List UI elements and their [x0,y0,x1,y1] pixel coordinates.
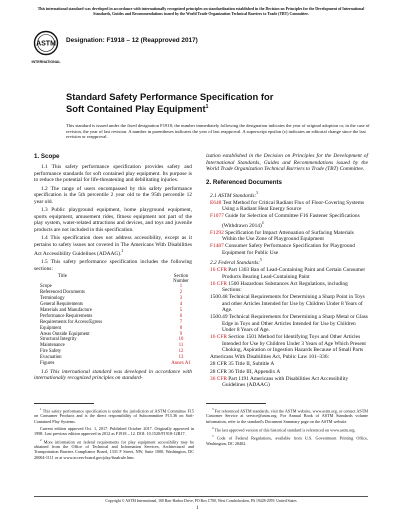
footnote-text: This safety performance specification is under the jurisdiction of ASTM Committee F15 on Consumer Products and is the direct responsibility of Subcommittee F15.36 on Soft-Contained Play Systems. [34,408,194,424]
reference-item [206,314,368,333]
footnote-text: The last approved version of this historical standard is referenced on www.astm.org. [214,427,356,433]
reference-item [206,200,368,213]
section-title: Performance Requirements [40,313,93,319]
section-number-link[interactable]: 2 [179,290,183,296]
reference-code-link[interactable]: E648 [210,199,222,206]
title-footnote-marker: 1 [205,104,209,111]
section-title: Scope [40,284,52,290]
footnotes-left [34,407,194,462]
scope-heading: 1. Scope [34,153,60,160]
designation: Designation: F1918 – 12 (Reapproved 2017) [66,37,198,44]
reference-item [206,294,368,313]
footnote-divider-left [34,403,94,404]
section-number-link[interactable]: 6 [179,313,183,319]
astm-standards-subheading: 2.1 ASTM Standards:$^3$ [210,190,259,199]
footnote [206,434,368,446]
section-number-link[interactable]: 1 [179,284,183,290]
title-line-1: Standard Safety Performance Specification for [66,91,274,102]
referenced-documents-heading: 2. Referenced Documents [206,178,282,186]
reference-code-link[interactable]: 16 CFR [210,280,227,287]
standard-notice: This standard is issued under the fixed designation F1918; the number immediately following the designation indicates the year of original adoption or, in the case of revision, the year of last revision. A number in parentheses indicates the year of last reapproval. A superscript epsilon (ε) indicates an editorial change since the last revision or reapproval. [66,123,370,139]
footnote-text: Code of Federal Regulations, available from U.S. Government Printing Office, Washington, DC 20402. [206,435,369,446]
left-column [34,153,192,384]
footnote-number: 2 [40,437,42,442]
scope-paragraph-1: 1.1 This safety performance specification provides safety and performance standards for soft contained play equipment. Its purpose is to reduce the potential for life-threatening and debilitating injuries. [34,164,192,183]
section-title: Terminology [40,296,65,302]
footnote-number: 3 [212,407,214,411]
astm-reference-list [206,200,368,256]
reference-item [206,354,368,360]
reference-item [206,213,368,228]
footnote-number: 5 [212,434,214,439]
reference-text: Test Method for Critical Radiant Flux of Floor-Covering Systems Using a Radiant Heat Energy Source [222,199,365,213]
reference-item [206,267,368,280]
section-number-link[interactable]: 4 [179,302,183,308]
reference-code-link[interactable]: 16 CFR [210,267,227,274]
section-number-link[interactable]: 9 [179,331,183,337]
footnote-number: 4 [212,425,214,430]
bottom-divider [34,496,368,497]
reference-code-link[interactable]: F1487 [210,243,224,250]
section-number-link[interactable]: 3 [179,296,183,302]
scope-paragraph-3: 1.3 Public playground equipment, home playground equipment, sports equipment, amusement rides, fitness equipment not part of the play system, water-related attractions and devices, and toys and juvenile products are not included in this specification. [34,207,192,233]
reference-item [206,376,368,389]
section-title: Maintenance [40,343,65,349]
reference-text: Specification for Impact Attenuation of Surfacing Materials Within the Use Zone of Playground Equipment [222,229,354,243]
footnote-divider-right [206,403,266,404]
section-title: Figures [40,361,55,367]
reference-item [206,369,368,375]
reference-code-link[interactable]: F1077 [210,213,224,220]
section-title: Areas Outside Equipment [40,331,90,337]
document-title [66,91,356,115]
astm-logo-icon [33,30,59,68]
copyright-line: Copyright © ASTM International, 100 Barr Harbor Drive, PO Box C700, West Conshohocken, PA 19428-2959. United States [105,499,297,503]
reference-text: Section 1501 Method for Identifying Toys and Other Articles Intended for Use by Children Under 3 Years of Age Which Present Choking, Aspiration or Ingestion Hazards Because of Small Parts [222,334,366,353]
section-title: General Requirements [40,302,84,308]
section-title: Requirements for Access/Egress [40,319,103,325]
footnote [34,426,194,436]
section-title: Evacuation [40,355,62,361]
reference-item [206,334,368,353]
reference-item [206,243,368,256]
section-number-link[interactable]: 13 [178,355,184,361]
footnote-text: For referenced ASTM standards, visit the ASTM website, www.astm.org, or contact ASTM Customer Service at service@astm.org. For Annual Book of ASTM Standards volume information, refer to the standard's Document Summary page on the ASTM website. [206,408,369,424]
section-table-rows [34,284,192,367]
reference-code-link[interactable]: 16 CFR [210,334,227,341]
federal-standards-subheading: 2.2 Federal Standards:$^5$ [210,257,262,266]
section-title: Materials and Manufacture [40,307,92,313]
reference-text: Part 1303 Ban of Lead-Containing Paint and Certain Consumer Products Bearing Lead-Containing Paint [222,267,366,280]
scope-paragraph-6-continued: ization established in the Decision on Principles for the Development of International Standards, Guides and Recommendations issued by the World Trade Organization Technical Barriers to Trade (TBT) Committee. [206,153,368,172]
reference-text: Guide for Selection of Committee F16 Fastener Specifications (Withdrawn 2014) [222,213,360,229]
section-number-link[interactable]: 12 [178,349,184,355]
footnote [206,407,368,424]
section-number-link[interactable]: 8 [179,325,183,331]
footnote [34,438,194,460]
section-table-number-header: Section Number [173,274,189,285]
section-title: Equipment [40,325,62,331]
right-column [206,153,368,390]
reference-text: Americans With Disabilities Act, Public Law 101–336: [210,354,330,361]
scope-paragraph-2: 1.2 The range of users encompassed by this safety performance specification is the 5th percentile 2 year old to the 95th percentile 12 year old. [34,185,192,205]
footnote-number: 1 [40,407,42,411]
scope-paragraph-4: 1.4 This specification does not address accessibility, except as it pertains to safety issues not covered in The Americans With Disabilities Act Accessibility Guidelines (ADAAG).$^2$ [34,235,192,257]
reference-text: Consumer Safety Performance Specification for Playground Equipment for Public Use [222,243,355,256]
section-table-row [40,361,192,367]
section-table-header [58,274,192,284]
footnote-text: More information on federal requirements for play equipment accessibility may be obtained from the Office of Technical and Information Services, Architectural and Transportation Barriers Compliance Board, 1331 F Street, NW, Suite 1000, Washington, DC 20004-1111 or at www.access-board.gov/play/finalrule.htm. [34,439,195,460]
scope-paragraph-6: 1.6 This international standard was developed in accordance with internationally recognized principles on standard- [34,368,192,382]
footnote-text: Current edition approved Oct. 1, 2017. Published October 2017. Originally approved in 1998. Last previous edition approved in 2012 as F1918 – 12. DOI: 10.1520/F1918-12R17. [34,425,194,436]
reference-footnote-marker: 4 [261,220,264,225]
scope-paragraph-5: 1.5 This safety performance specification includes the following sections: [34,259,192,272]
section-title: Referenced Documents [40,290,85,296]
svg-text:ASTM: ASTM [36,40,56,48]
reference-text: 28 CFR 36 Title III, Appendix A [210,368,281,375]
section-title: Structural Integrity [40,337,77,343]
reference-text: 1500.49 Technical Requirements for Determining a Sharp Metal or Glass Edge in Toys and Other Articles Intended for Use by Children Under 8 Years of Age. [210,314,368,333]
reference-item [206,230,368,243]
footnote [34,407,194,424]
section-table-title-header: Title [58,274,67,280]
section-number-link[interactable]: 5 [179,307,183,313]
title-line-2: Soft Contained Play Equipment [66,103,206,115]
reference-text: 28 CFR 35 Title II, Subtitle A [210,361,275,368]
reference-text: 1500.48 Technical Requirements for Determining a Sharp Point in Toys and other Articles Intended for Use by Children Under 8 Years of Age. [210,294,365,314]
reference-text: 1500 Hazardous Substances Act Regulations, including Sections: [222,280,348,294]
svg-text:INTERNATIONAL: INTERNATIONAL [31,60,61,64]
reference-code-link[interactable]: 36 CFR [210,376,227,383]
section-title: Fire Safety [40,349,62,355]
footnotes-right [206,407,368,448]
footnote [206,426,368,432]
section-number-link[interactable]: 10 [178,337,184,343]
section-number-link[interactable]: 7 [179,319,183,325]
reference-code-link[interactable]: F1292 [210,229,224,236]
reference-text: Part 1191 Americans with Disabilities Act Accessibility Guidelines (ADAAG) [222,376,349,389]
reference-item [206,281,368,294]
federal-reference-list [206,267,368,388]
section-table [34,274,192,367]
top-notice: This international standard was developed in accordance with internationally recognized principles on standardization established in the Decision on Principles for the Development of International Standards, Guides and Recommendations issued by the World Trade Organization Technical Barriers to Trade (TBT) Committee. [37,7,365,16]
section-number-link[interactable]: Annex A1 [171,361,191,367]
section-number-link[interactable]: 11 [178,343,184,349]
page-number: 1 [196,506,199,511]
reference-item [206,361,368,367]
